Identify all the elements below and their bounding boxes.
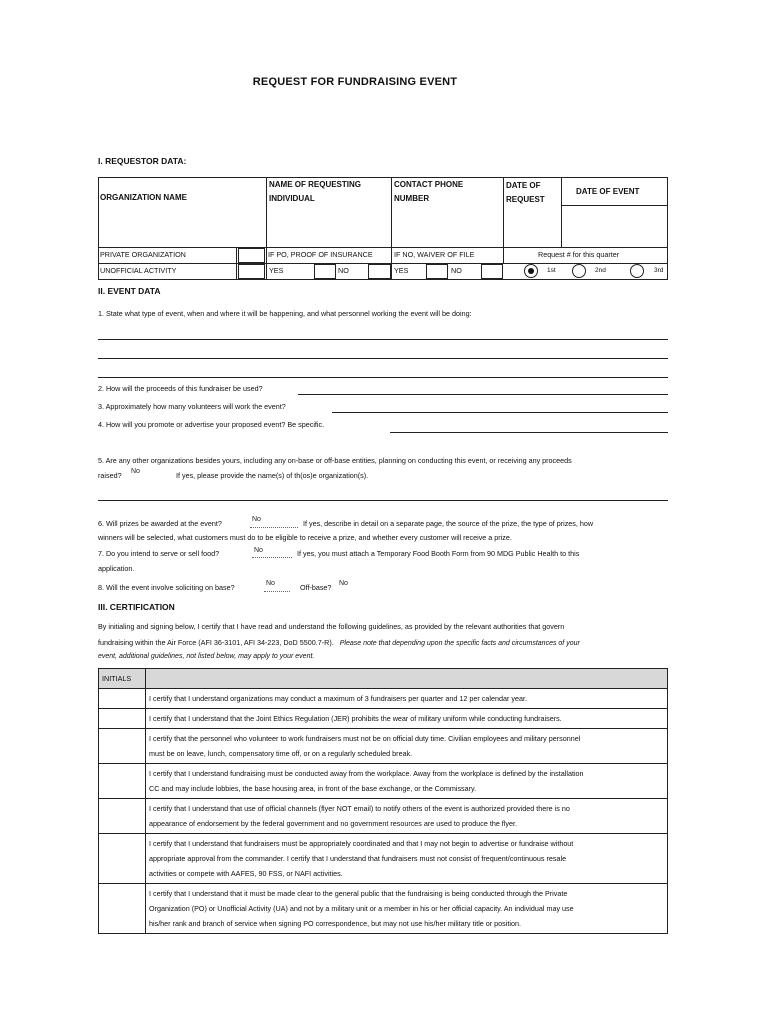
waiver-yes-checkbox[interactable]: [426, 264, 448, 279]
individual-header-2: INDIVIDUAL: [269, 194, 315, 203]
phone-header-1: CONTACT PHONE: [394, 180, 464, 189]
insurance-yes-checkbox[interactable]: [314, 264, 336, 279]
initials-input[interactable]: [99, 799, 146, 834]
question-5-raised: raised?: [98, 471, 122, 480]
section-3-heading: III. CERTIFICATION: [98, 602, 175, 612]
private-org-checkbox[interactable]: [238, 248, 265, 263]
q2-answer-line[interactable]: [298, 394, 668, 395]
cert-text: I certify that I understand fundraising must be conducted away from the workplace. Away from the workplace is defined by the installation CC and may include lobbies, the base housing area, in front of the base exchange, or the Commissary.: [146, 764, 668, 799]
date-event-input[interactable]: [562, 206, 667, 246]
q8-offbase-answer[interactable]: No: [339, 580, 348, 587]
insurance-yes-label: YES: [269, 266, 284, 275]
cert-text: I certify that I understand organizations may conduct a maximum of 3 fundraisers per quarter and 12 per calendar year.: [146, 689, 668, 709]
individual-name-input[interactable]: [267, 207, 390, 246]
waiver-no-checkbox[interactable]: [481, 264, 503, 279]
proof-insurance-label: IF PO, PROOF OF INSURANCE: [268, 250, 373, 259]
phone-header-2: NUMBER: [394, 194, 430, 203]
initials-input[interactable]: [99, 729, 146, 764]
cert-text: I certify that I understand that it must be made clear to the general public that the fundraising is being conducted through the Private Organization (PO) or Unofficial Activity (UA) and not by a military unit or a member in his or her official capacity. An individual may use his/her rank and branch of service when signing PO correspondence, but may not use his/her military title or position.: [146, 884, 668, 934]
org-name-header: ORGANIZATION NAME: [100, 193, 187, 202]
q5-answer-line[interactable]: [98, 500, 668, 501]
cert-row: [99, 834, 668, 884]
question-7-detail-2: application.: [98, 564, 135, 573]
question-7: 7. Do you intend to serve or sell food?: [98, 549, 220, 558]
question-2: 2. How will the proceeds of this fundraiser be used?: [98, 384, 263, 393]
certification-intro-2: [98, 638, 580, 647]
certification-intro-2-italic: Please note that depending upon the specific facts and circumstances of your: [339, 640, 580, 647]
request-2nd-label: 2nd: [595, 267, 606, 274]
date-request-header-2: REQUEST: [506, 195, 545, 204]
waiver-no-label: NO: [451, 266, 462, 275]
question-6-detail-2: winners will be selected, what customers must do to be eligible to receive a prize, and whether every customer will receive a prize.: [98, 533, 512, 542]
page-title: REQUEST FOR FUNDRAISING EVENT: [252, 76, 458, 88]
cert-row: [99, 689, 668, 709]
individual-header-1: NAME OF REQUESTING: [269, 180, 362, 189]
request-1st-radio[interactable]: [524, 264, 538, 278]
q7-answer[interactable]: No: [254, 547, 263, 554]
certification-intro-2-text: fundraising within the Air Force (AFI 36-3101, AFI 34-223, DoD 5500.7-R).: [98, 638, 334, 647]
waiver-yes-label: YES: [394, 266, 409, 275]
request-2nd-radio[interactable]: [572, 264, 586, 278]
question-8-offbase: Off-base?: [300, 583, 332, 592]
q1-answer-line-2[interactable]: [98, 358, 668, 359]
q1-answer-line-3[interactable]: [98, 377, 668, 378]
requestor-table: [98, 177, 668, 280]
insurance-no-checkbox[interactable]: [368, 264, 391, 279]
cert-text: I certify that I understand that fundraisers must be appropriately coordinated and that I may not begin to advertise or fundraise without appropriate approval from the commander. I certify that I understand that fundraisers must not consist of frequent/continuous resale activities or compete with AAFES, 90 FSS, or NAFI activities.: [146, 834, 668, 884]
request-number-label: Request # for this quarter: [538, 250, 620, 259]
section-1-heading: I. REQUESTOR DATA:: [98, 156, 187, 166]
unofficial-checkbox[interactable]: [238, 264, 265, 279]
question-7-detail: If yes, you must attach a Temporary Food Booth Form from 90 MDG Public Health to this: [297, 549, 580, 558]
request-3rd-radio[interactable]: [630, 264, 644, 278]
question-3: 3. Approximately how many volunteers will work the event?: [98, 402, 286, 411]
q5-answer[interactable]: No: [131, 468, 140, 475]
unofficial-label: UNOFFICIAL ACTIVITY: [100, 266, 177, 275]
request-1st-label: 1st: [547, 267, 556, 274]
request-3rd-label: 3rd: [654, 267, 664, 274]
certification-table: [98, 668, 668, 934]
waiver-label: IF NO, WAIVER OF FILE: [394, 250, 475, 259]
initials-input[interactable]: [99, 834, 146, 884]
initials-input[interactable]: [99, 709, 146, 729]
date-request-input[interactable]: [504, 207, 560, 246]
cert-row: [99, 709, 668, 729]
question-4: 4. How will you promote or advertise your proposed event? Be specific.: [98, 420, 325, 429]
phone-input[interactable]: [392, 207, 502, 246]
q6-answer[interactable]: No: [252, 516, 261, 523]
question-1: 1. State what type of event, when and where it will be happening, and what personnel working the event will be doing:: [98, 309, 472, 318]
section-2-heading: II. EVENT DATA: [98, 286, 161, 296]
initials-input[interactable]: [99, 764, 146, 799]
question-8: 8. Will the event involve soliciting on base?: [98, 583, 235, 592]
cert-row: [99, 729, 668, 764]
date-event-header: DATE OF EVENT: [576, 187, 640, 196]
org-name-input[interactable]: [99, 207, 265, 246]
cert-text: I certify that I understand that use of official channels (flyer NOT email) to notify others of the event is authorized provided there is no appearance of endorsement by the federal government and no government resources are used to produce the flyer.: [146, 799, 668, 834]
cert-row: [99, 799, 668, 834]
certification-intro-1: By initialing and signing below, I certify that I have read and understand the following guidelines, as provided by the relevant authorities that govern: [98, 622, 565, 631]
question-5: 5. Are any other organizations besides yours, including any on-base or off-base entities, planning on conducting this event, or receiving any proceeds: [98, 456, 572, 465]
q8-answer[interactable]: No: [266, 580, 275, 587]
insurance-no-label: NO: [338, 266, 349, 275]
initials-input[interactable]: [99, 689, 146, 709]
initials-header-spacer: [146, 669, 668, 689]
private-org-label: PRIVATE ORGANIZATION: [100, 250, 186, 259]
cert-text: I certify that the personnel who volunteer to work fundraisers must not be on official duty time. Civilian employees and military personnel must be on leave, lunch, compensatory time off, or on a regularly scheduled break.: [146, 729, 668, 764]
initials-header: INITIALS: [99, 669, 146, 689]
cert-row: [99, 764, 668, 799]
question-6: 6. Will prizes be awarded at the event?: [98, 519, 222, 528]
q3-answer-line[interactable]: [332, 412, 668, 413]
initials-input[interactable]: [99, 884, 146, 934]
date-request-header-1: DATE OF: [506, 181, 541, 190]
cert-row: [99, 884, 668, 934]
q1-answer-line-1[interactable]: [98, 339, 668, 340]
certification-intro-3: event, additional guidelines, not listed below, may apply to your event.: [98, 653, 315, 660]
question-5-followup: If yes, please provide the name(s) of th(os)e organization(s).: [176, 471, 369, 480]
q4-answer-line[interactable]: [390, 432, 668, 433]
question-6-detail: If yes, describe in detail on a separate page, the source of the prize, the type of prizes, how: [303, 519, 594, 528]
cert-text: I certify that I understand that the Joint Ethics Regulation (JER) prohibits the wear of military uniform while conducting fundraisers.: [146, 709, 668, 729]
